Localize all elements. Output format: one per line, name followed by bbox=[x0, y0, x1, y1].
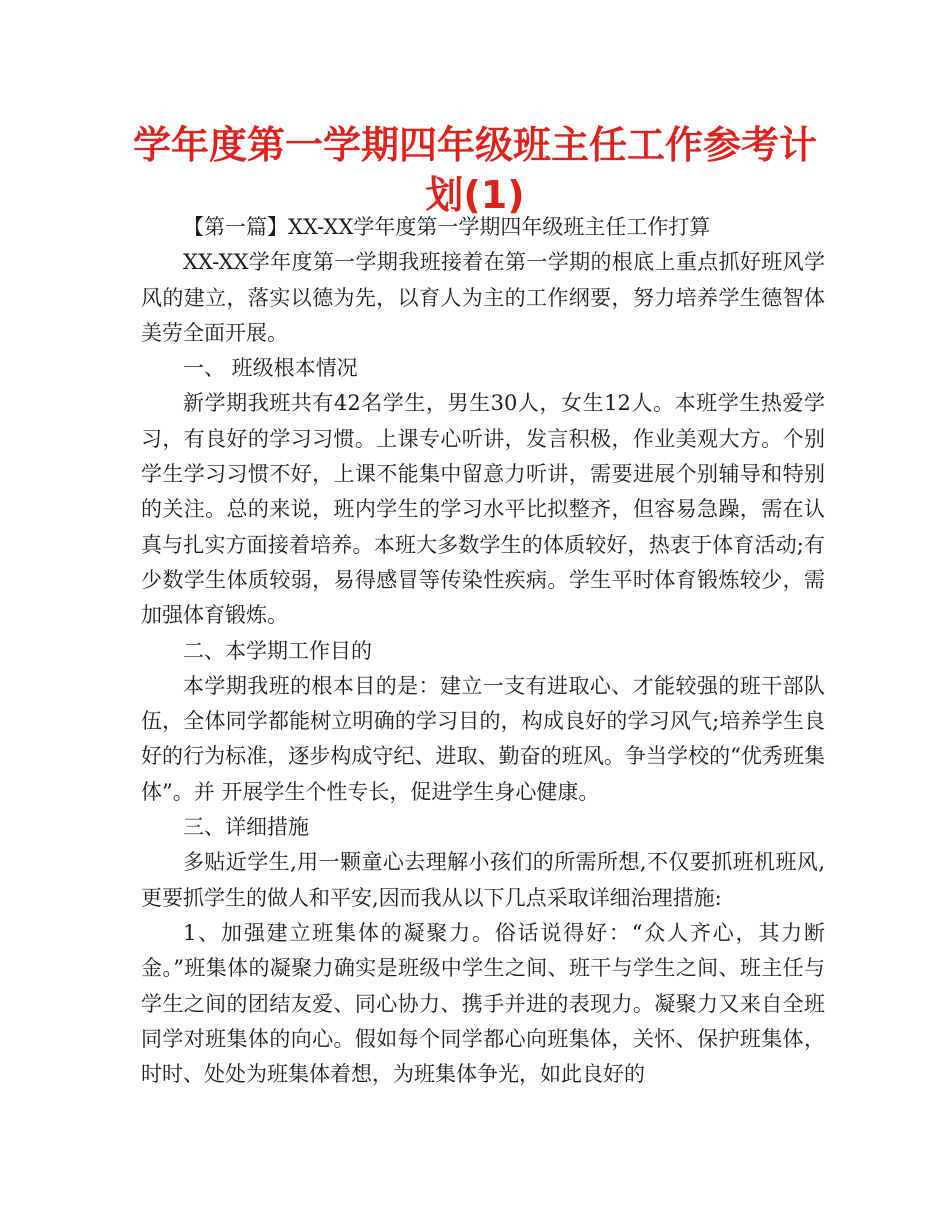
paragraph-class-situation: 新学期我班共有42名学生，男生30人，女生12人。本班学生热爱学习，有良好的学习习惯。上课专心听讲，发言积极，作业美观大方。个别学生学习习惯不好，上课不能集中留意力听讲，需要进展个别辅导和特别的关注。总的来说，班内学生的学习水平比拟整齐，但容易急躁，需在认真与扎实方面接着培养。本班大多数学生的体质较好，热衷于体育活动;有少数学生体质较弱，易得感冒等传染性疾病。学生平时体育锻炼较少，需加强体育锻炼。 bbox=[141, 391, 825, 628]
section-heading-goals: 二、本学期工作目的 bbox=[183, 638, 372, 663]
paragraph-heading-first-article: 【第一篇】XX-XX学年度第一学期四年级班主任工作打算 bbox=[183, 215, 711, 239]
paragraph-goals: 本学期我班的根本目的是：建立一支有进取心、才能较强的班干部队伍，全体同学都能树立明确的学习目的，构成良好的学习风气;培养学生良好的行为标准，逐步构成守纪、进取、勤奋的班风。争当学校的“优秀班集体”。并 开展学生个性专长，促进学生身心健康。 bbox=[141, 673, 825, 804]
paragraph-intro: XX-XX学年度第一学期我班接着在第一学期的根底上重点抓好班风学风的建立，落实以德为先，以育人为主的工作纲要，努力培养学生德智体美劳全面开展。 bbox=[141, 250, 825, 345]
document-title: 学年度第一学期四年级班主任工作参考计划(1) bbox=[132, 123, 817, 217]
paragraph-measure-1: 1、加强建立班集体的凝聚力。俗话说得好：“众人齐心，其力断金。”班集体的凝聚力确实是班级中学生之间、班干与学生之间、班主任与学生之间的团结友爱、同心协力、携手并进的表现力。凝聚力又来自全班同学对班集体的向心。假如每个同学都心向班集体，关怀、保护班集体，时时、处处为班集体着想，为班集体争光，如此良好的 bbox=[141, 920, 825, 1087]
section-heading-class-situation: 一、 班级根本情况 bbox=[183, 356, 358, 381]
document-body bbox=[141, 210, 825, 1092]
section-heading-measures: 三、详细措施 bbox=[183, 815, 309, 840]
paragraph-measures-intro: 多贴近学生,用一颗童心去理解小孩们的所需所想,不仅要抓班机班风,更要抓学生的做人和平安,因而我从以下几点采取详细治理措施: bbox=[141, 850, 825, 910]
